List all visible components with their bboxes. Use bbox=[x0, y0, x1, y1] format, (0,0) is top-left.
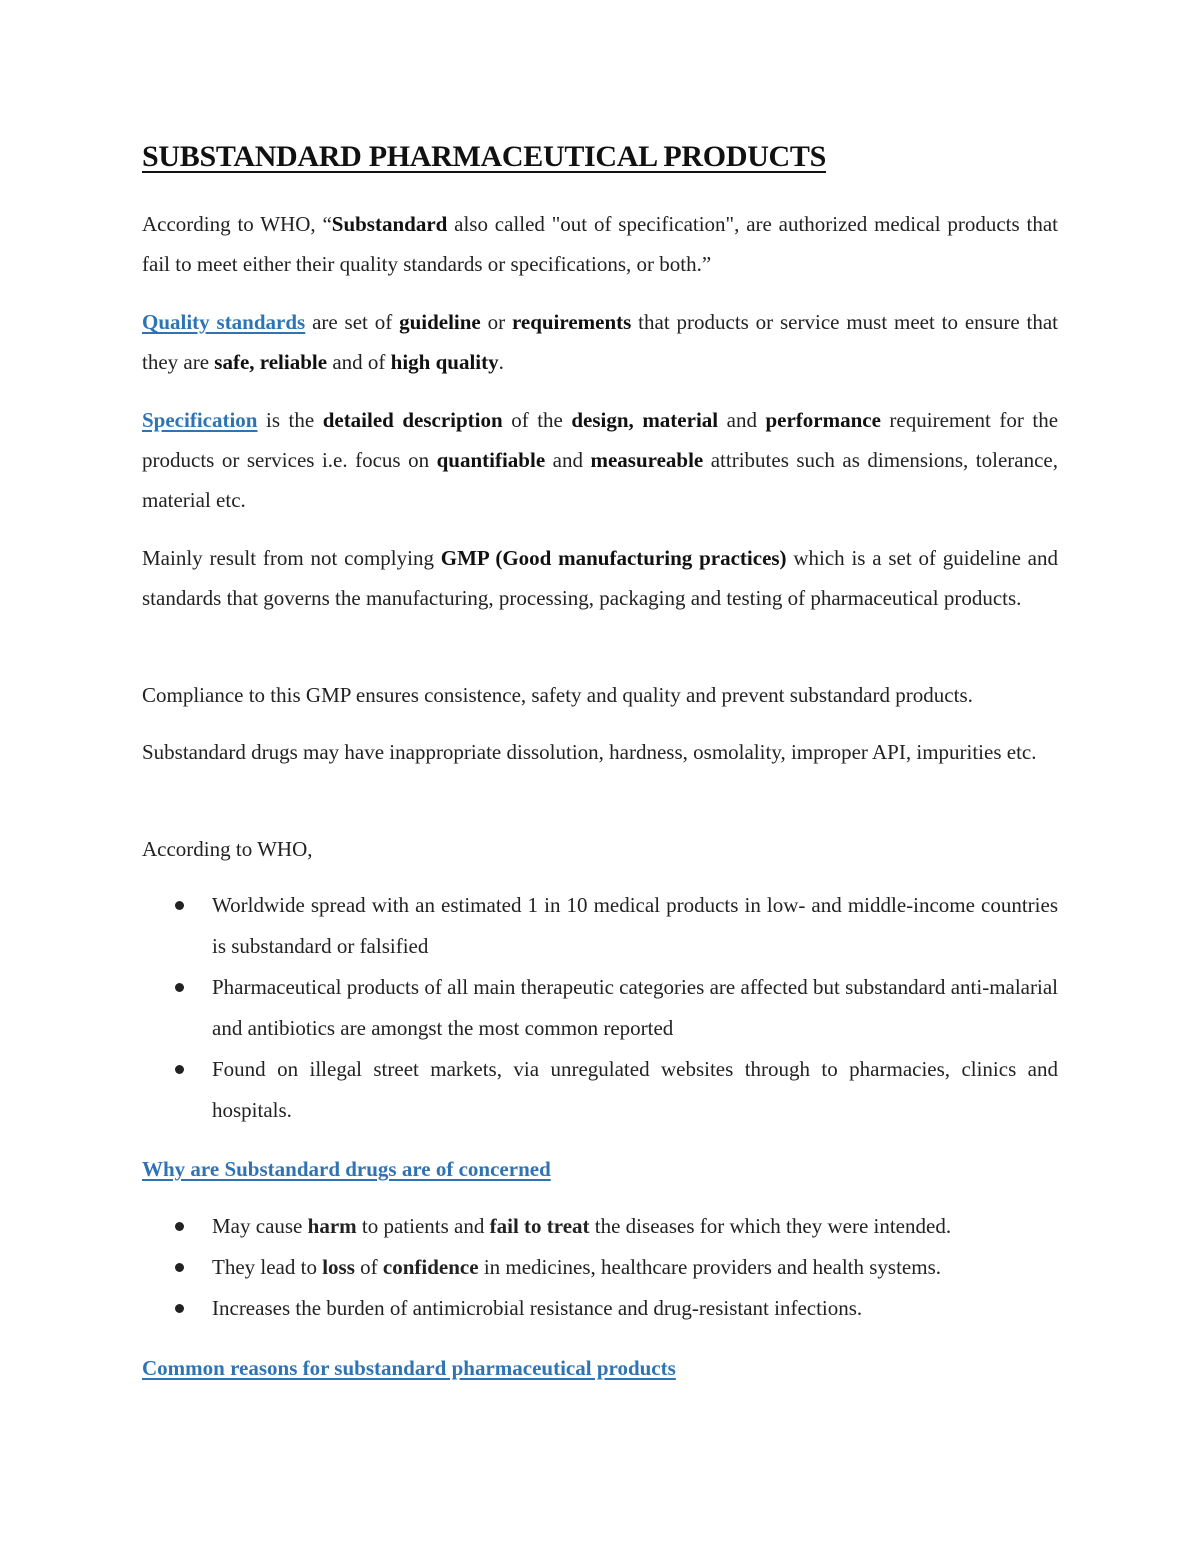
paragraph-compliance: Compliance to this GMP ensures consistence, safety and quality and prevent substandard products. bbox=[142, 683, 973, 707]
paragraph-quality-standards bbox=[142, 302, 1058, 382]
bold-term: guideline bbox=[399, 310, 481, 334]
text: or bbox=[480, 310, 512, 334]
bold-term: requirements bbox=[511, 310, 632, 334]
text: . bbox=[498, 350, 504, 374]
who-facts-list bbox=[0, 885, 1058, 1131]
bold-term: detailed description bbox=[322, 408, 503, 432]
bold-term: GMP (Good manufacturing practices) bbox=[440, 546, 787, 570]
bold-term: quantifiable bbox=[436, 448, 546, 472]
paragraph-substandard-drugs: Substandard drugs may have inappropriate dissolution, hardness, osmolality, improper API, impurities etc. bbox=[142, 740, 1037, 764]
text: According to WHO, “ bbox=[142, 212, 332, 236]
bold-term: fail to treat bbox=[489, 1214, 590, 1238]
text: also called "out of specification", are authorized medical products that fail to meet either their quality standards or specifications, or both.” bbox=[142, 212, 1058, 276]
text: and of bbox=[327, 350, 391, 374]
bold-term: loss bbox=[322, 1255, 355, 1279]
list-item-text: Pharmaceutical products of all main therapeutic categories are affected but substandard anti-malarial and antibiotics are amongst the most common reported bbox=[212, 975, 1058, 1040]
text: to patients and bbox=[356, 1214, 490, 1238]
bullet-icon bbox=[175, 1263, 184, 1272]
text: Mainly result from not complying bbox=[142, 546, 441, 570]
text: and bbox=[545, 448, 591, 472]
text: of bbox=[354, 1255, 383, 1279]
bold-term: measureable bbox=[590, 448, 704, 472]
text: They lead to bbox=[212, 1255, 323, 1279]
list-item bbox=[0, 1049, 1058, 1131]
heading-common-reasons[interactable]: Common reasons for substandard pharmaceutical products bbox=[142, 1356, 676, 1380]
text: requirement for the products or services i.e. focus on bbox=[142, 408, 1059, 472]
bullet-icon bbox=[175, 1065, 184, 1074]
list-item bbox=[0, 1206, 1058, 1247]
bullet-icon bbox=[175, 1304, 184, 1313]
list-item-text: Worldwide spread with an estimated 1 in 10 medical products in low- and middle-income countries is substandard or falsified bbox=[212, 893, 1058, 958]
paragraph-gmp bbox=[142, 538, 1058, 618]
list-item bbox=[0, 1288, 1058, 1329]
text: in medicines, healthcare providers and health systems. bbox=[478, 1255, 942, 1279]
text: May cause bbox=[212, 1214, 308, 1238]
paragraph-who-definition bbox=[142, 204, 1058, 284]
bold-term: high quality bbox=[390, 350, 499, 374]
heading-why-concerned[interactable]: Why are Substandard drugs are of concerned bbox=[142, 1157, 551, 1181]
bullet-icon bbox=[175, 1222, 184, 1231]
text: the diseases for which they were intended. bbox=[589, 1214, 952, 1238]
page-title: SUBSTANDARD PHARMACEUTICAL PRODUCTS bbox=[142, 140, 827, 173]
list-item-text: Increases the burden of antimicrobial resistance and drug-resistant infections. bbox=[212, 1296, 863, 1320]
bullet-icon bbox=[175, 901, 184, 910]
bullet-icon bbox=[175, 983, 184, 992]
bold-term: performance bbox=[765, 408, 881, 432]
bold-term: harm bbox=[307, 1214, 357, 1238]
paragraph-specification bbox=[142, 400, 1058, 520]
text: are set of bbox=[305, 310, 400, 334]
text: which is a set of guideline and standards that governs the manufacturing, processing, packaging and testing of pharmaceutical products. bbox=[142, 546, 1059, 610]
text: of the bbox=[502, 408, 572, 432]
text: attributes such as dimensions, tolerance, material etc. bbox=[142, 448, 1058, 512]
bold-term: Substandard bbox=[331, 212, 448, 236]
list-item bbox=[0, 1247, 1058, 1288]
text: that products or service must meet to ensure that they are bbox=[142, 310, 1058, 374]
bold-term: confidence bbox=[382, 1255, 479, 1279]
list-item-text: Found on illegal street markets, via unregulated websites through to pharmacies, clinics and hospitals. bbox=[212, 1057, 1058, 1122]
bold-term: design, material bbox=[571, 408, 719, 432]
text: and bbox=[718, 408, 766, 432]
specification-link[interactable]: Specification bbox=[142, 408, 258, 432]
quality-standards-link[interactable]: Quality standards bbox=[142, 310, 306, 334]
concern-list bbox=[0, 1206, 1058, 1329]
paragraph-according-to-who: According to WHO, bbox=[142, 837, 313, 861]
bold-term: safe, reliable bbox=[214, 350, 328, 374]
list-item bbox=[0, 967, 1058, 1049]
list-item bbox=[0, 885, 1058, 967]
text: is the bbox=[257, 408, 323, 432]
